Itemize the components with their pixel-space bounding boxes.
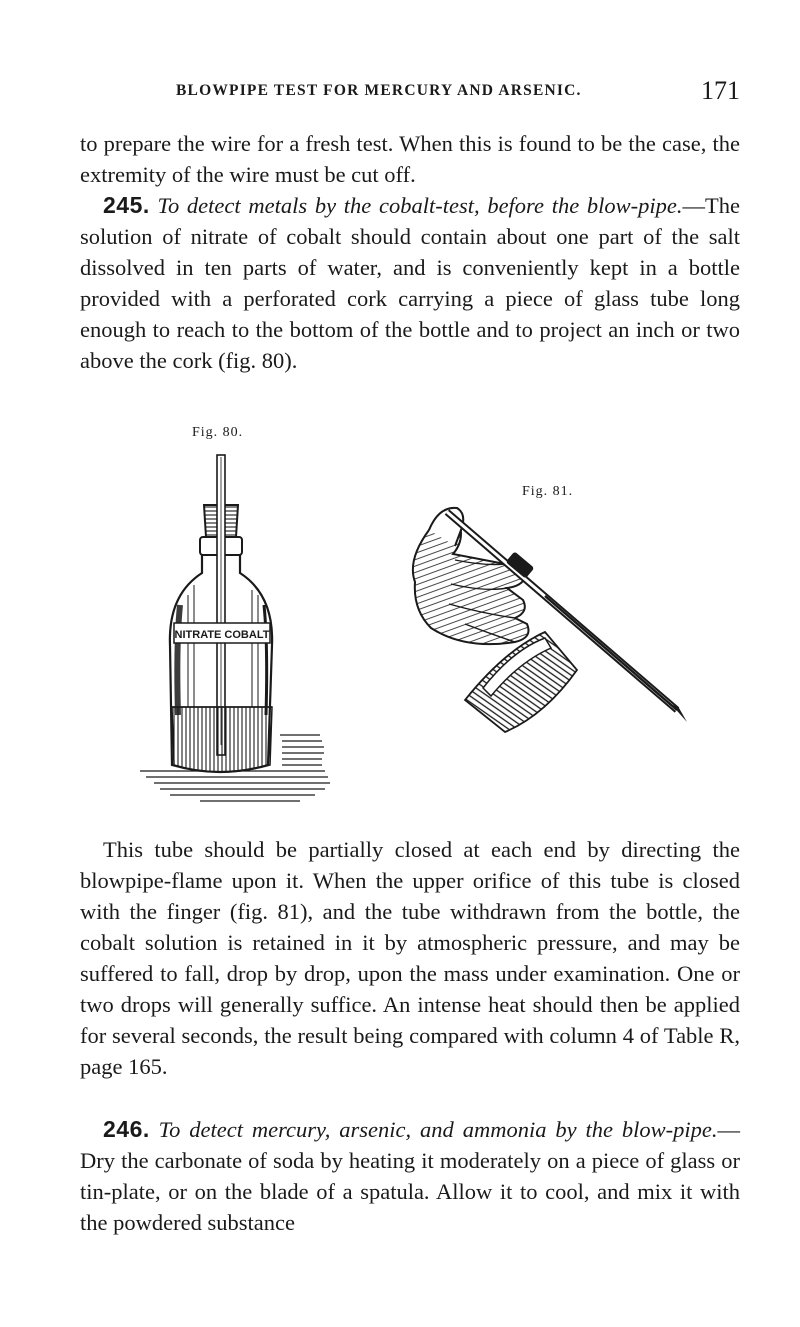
paragraph-continuation — [80, 128, 740, 190]
hand-holding-tube-illustration — [395, 500, 695, 745]
section-body: —Dry the carbonate of soda by heating it moderately on a piece of glass or tin-plate, or on the blade of a spatula. Allow it to cool, and mix it with the powdered substance — [80, 1117, 740, 1235]
section-heading: To detect mercury, arsenic, and ammonia by the blow-pipe. — [158, 1117, 718, 1142]
section-246 — [80, 1114, 740, 1238]
section-number: 245. — [103, 192, 150, 218]
section-number: 246. — [103, 1116, 150, 1142]
paragraph-text: This tube should be partially closed at each end by directing the blowpipe-flame upon it. When the upper orifice of this tube is closed with the finger (fig. 81), and the tube withdrawn from the bottle, the cobalt solution is retained in it by atmospheric pressure, and may be suffered to fall, drop by drop, upon the mass under examination. One or two drops will generally suffice. An intense heat should then be applied for several seconds, the result being compared with column 4 of Table R, page 165. — [80, 837, 740, 1079]
bottle-with-tube-illustration — [140, 445, 340, 810]
figure-80-caption: Fig. 80. — [192, 425, 244, 440]
figure-81-caption: Fig. 81. — [522, 484, 574, 499]
paragraph-text: to prepare the wire for a fresh test. When this is found to be the case, the extremity of the wire must be cut off. — [80, 131, 740, 187]
paragraph-tube-usage — [80, 834, 740, 1082]
running-head — [80, 76, 740, 112]
bottle-label-text: NITRATE COBALT — [174, 629, 270, 641]
running-title: BLOWPIPE TEST FOR MERCURY AND ARSENIC. — [176, 82, 582, 99]
section-body: —The solution of nitrate of cobalt should contain about one part of the salt dissolved in ten parts of water, and is conveniently kept in a bottle provided with a perforated cork carrying a piece of glass tube long enough to reach to the bottom of the bottle and to project an inch or two above the cork (fig. 80). — [80, 193, 741, 373]
page-number: 171 — [701, 76, 740, 105]
section-heading: To detect metals by the cobalt-test, before the blow-pipe. — [157, 193, 683, 218]
section-245 — [80, 190, 740, 376]
